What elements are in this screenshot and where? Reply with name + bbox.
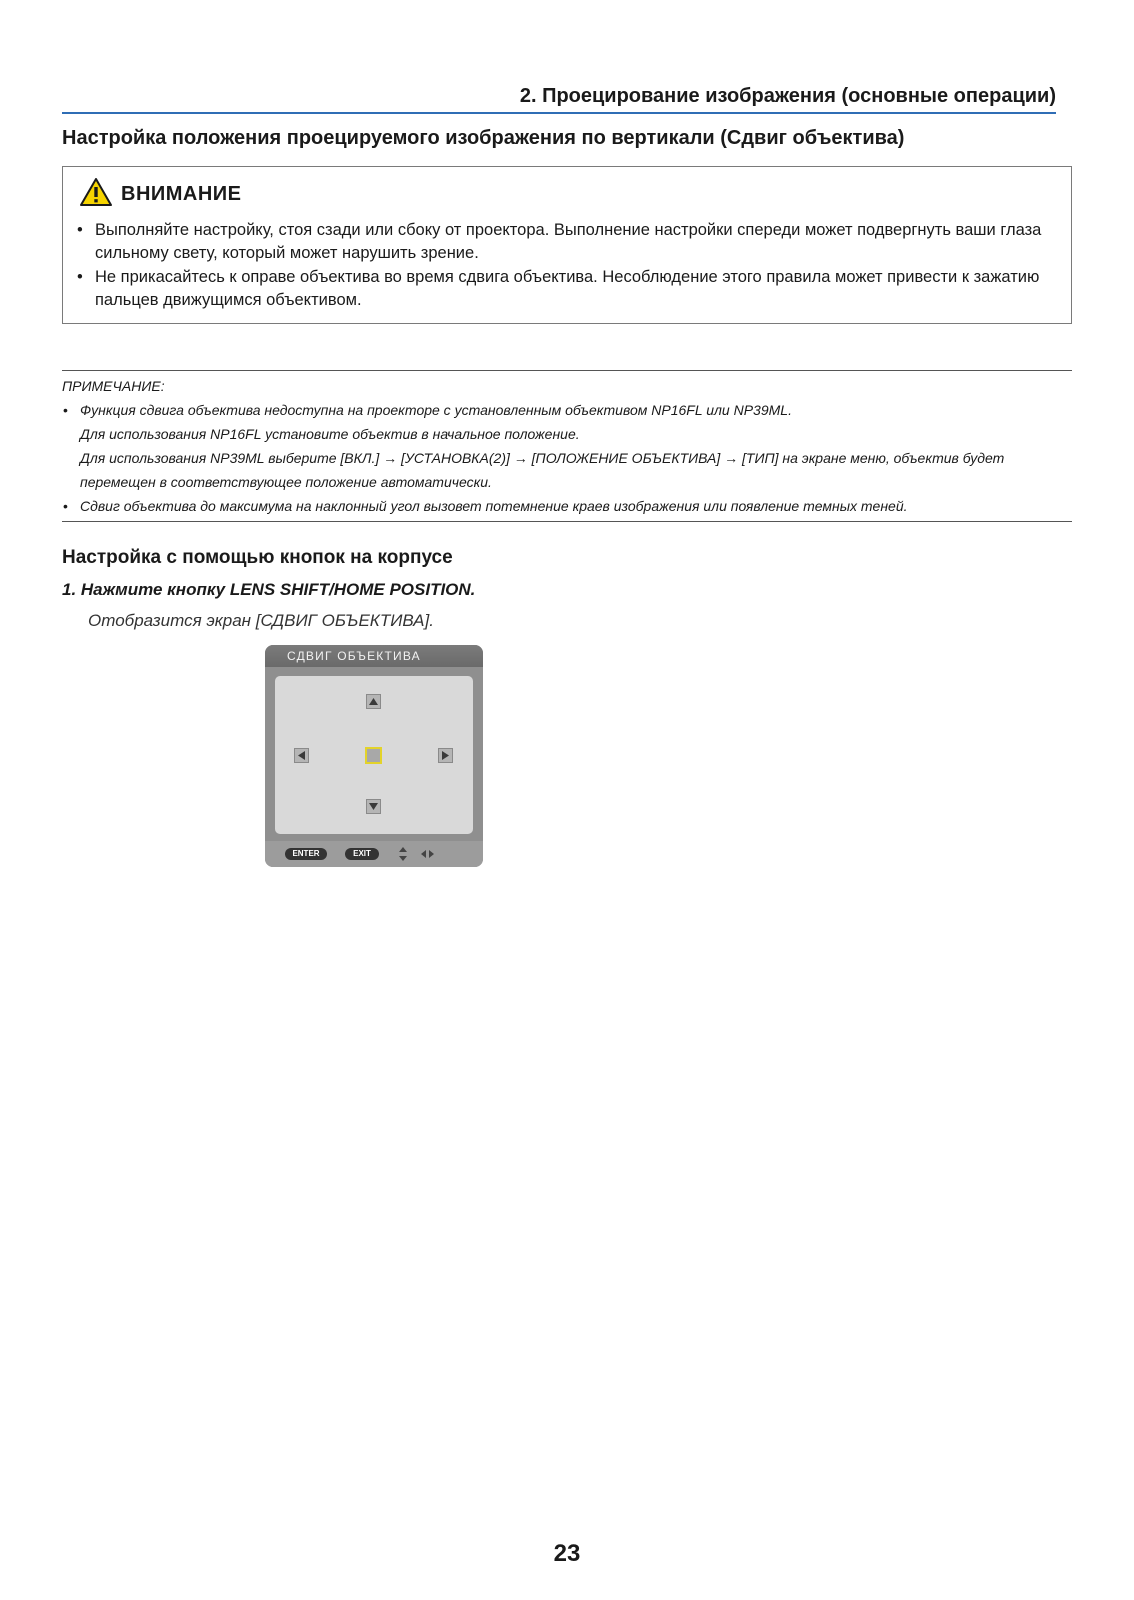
- note-item: • Сдвиг объектива до максимума на наклонный угол вызовет потемнение краев изображения или появление темных теней.: [62, 494, 1072, 518]
- page-number: 23: [553, 1540, 581, 1567]
- triangle-left-icon: [298, 751, 305, 760]
- triangle-up-icon: [369, 698, 378, 705]
- step-label: 1. Нажмите кнопку LENS SHIFT/HOME POSITION.: [62, 580, 476, 599]
- lens-shift-osd: [265, 645, 483, 867]
- section-title: Настройка положения проецируемого изображения по вертикали (Сдвиг объектива): [62, 127, 905, 149]
- right-arrow-button[interactable]: [438, 748, 453, 763]
- caution-list: [75, 219, 1059, 313]
- caution-title: ВНИМАНИЕ: [121, 183, 242, 205]
- note-line: Для использования NP16FL установите объектив в начальное положение.: [80, 426, 580, 442]
- note-list: [62, 398, 1072, 518]
- note-item: [62, 398, 1072, 494]
- chapter-header: 2. Проецирование изображения (основные операции): [62, 85, 1056, 114]
- osd-footer: [265, 841, 483, 867]
- enter-button[interactable]: ENTER: [285, 848, 327, 860]
- caution-box: [62, 166, 1072, 324]
- note-box: [62, 370, 1072, 522]
- exit-button[interactable]: EXIT: [345, 848, 379, 860]
- note-line: Для использования NP39ML выберите [ВКЛ.] → [УСТАНОВКА(2)] → [ПОЛОЖЕНИЕ ОБЪЕКТИВА] → [ТИП] на экране меню, объектив будет перемещен в соответствующее положение автоматически.: [80, 450, 1005, 490]
- up-down-hint-icon: [399, 847, 407, 861]
- osd-title: СДВИГ ОБЪЕКТИВА: [265, 645, 483, 667]
- triangle-right-icon: [442, 751, 449, 760]
- caution-item: • Не прикасайтесь к оправе объектива во время сдвига объектива. Несоблюдение этого правила может привести к зажатию пальцев движущимся объективом.: [75, 266, 1059, 312]
- note-line: • Функция сдвига объектива недоступна на проекторе с установленным объективом NP16FL или NP39ML.: [80, 402, 792, 418]
- caution-header: [79, 177, 242, 212]
- osd-panel: [275, 676, 473, 834]
- lens-position-center[interactable]: [365, 747, 382, 764]
- left-right-hint-icon: [421, 850, 434, 858]
- subsection-title: Настройка с помощью кнопок на корпусе: [62, 547, 453, 568]
- note-heading: ПРИМЕЧАНИЕ:: [62, 378, 165, 394]
- up-arrow-button[interactable]: [366, 694, 381, 709]
- down-arrow-button[interactable]: [366, 799, 381, 814]
- step-description: Отобразится экран [СДВИГ ОБЪЕКТИВА].: [88, 611, 434, 630]
- caution-item: • Выполняйте настройку, стоя сзади или сбоку от проектора. Выполнение настройки спереди может подвергнуть ваши глаза сильному свету, который может нарушить зрение.: [75, 219, 1059, 265]
- triangle-down-icon: [369, 803, 378, 810]
- left-arrow-button[interactable]: [294, 748, 309, 763]
- warning-triangle-icon: [79, 177, 113, 212]
